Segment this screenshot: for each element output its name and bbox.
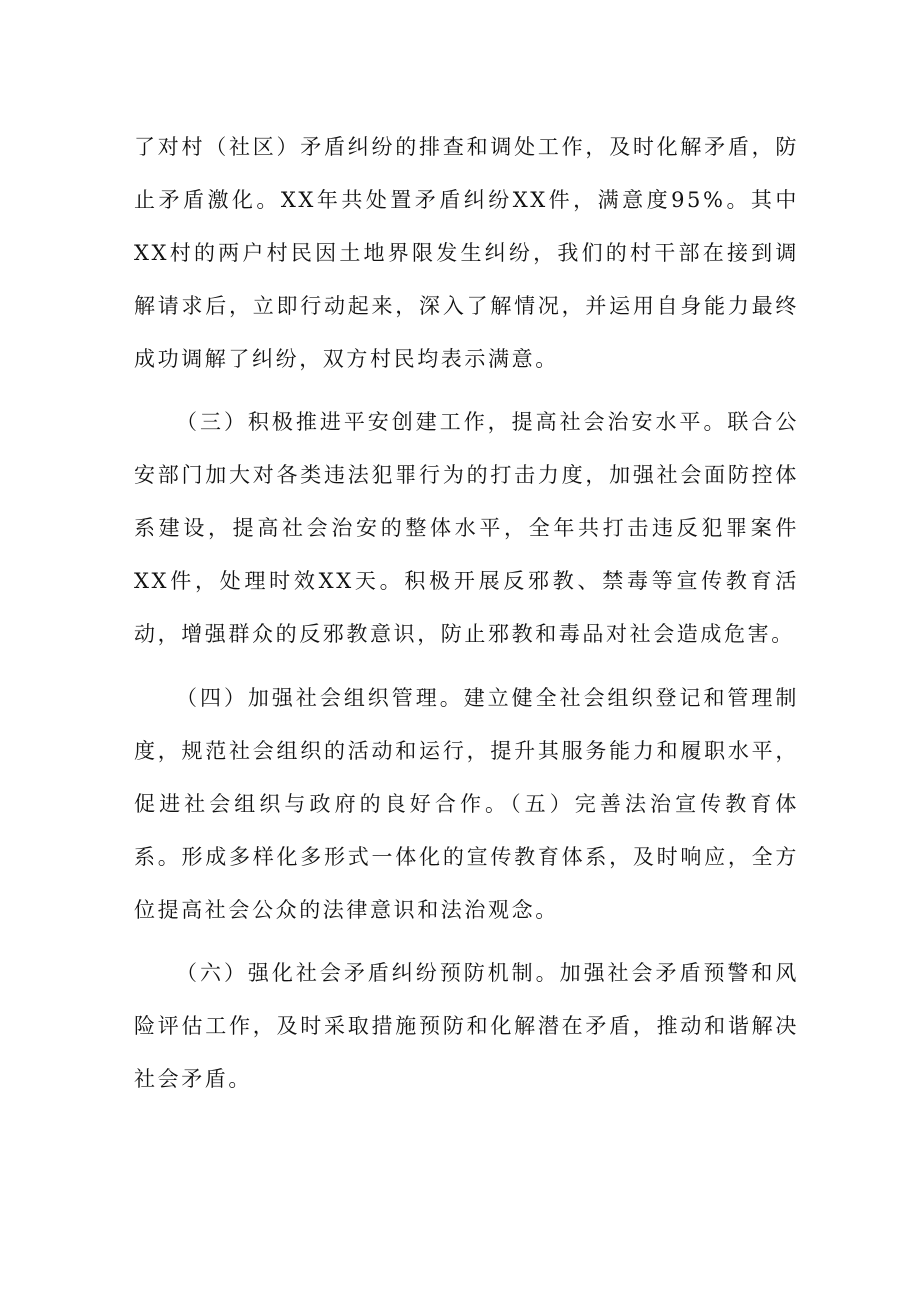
paragraph-section-3: （三）积极推进平安创建工作，提高社会治安水平。联合公安部门加大对各类违法犯罪行为的打击力度，加强社会面防控体系建设，提高社会治安的整体水平，全年共打击违反犯罪案件XX件，处理时效XX天。积极开展反邪教、禁毒等宣传教育活动，增强群众的反邪教意识，防止邪教和毒品对社会造成危害。 bbox=[134, 410, 799, 646]
paragraph-continuation: 了对村（社区）矛盾纠纷的排查和调处工作，及时化解矛盾，防止矛盾激化。XX年共处置矛盾纠纷XX件，满意度95%。其中XX村的两户村民因土地界限发生纠纷，我们的村干部在接到调解请求后，立即行动起来，深入了解情况，并运用自身能力最终成功调解了纠纷，双方村民均表示满意。 bbox=[134, 135, 799, 371]
paragraph-section-4-5: （四）加强社会组织管理。建立健全社会组织登记和管理制度，规范社会组织的活动和运行，提升其服务能力和履职水平，促进社会组织与政府的良好合作。（五）完善法治宣传教育体系。形成多样化多形式一体化的宣传教育体系，及时响应，全方位提高社会公众的法律意识和法治观念。 bbox=[134, 686, 799, 922]
paragraph-section-6: （六）强化社会矛盾纠纷预防机制。加强社会矛盾预警和风险评估工作，及时采取措施预防和化解潜在矛盾，推动和谐解决社会矛盾。 bbox=[134, 961, 799, 1091]
